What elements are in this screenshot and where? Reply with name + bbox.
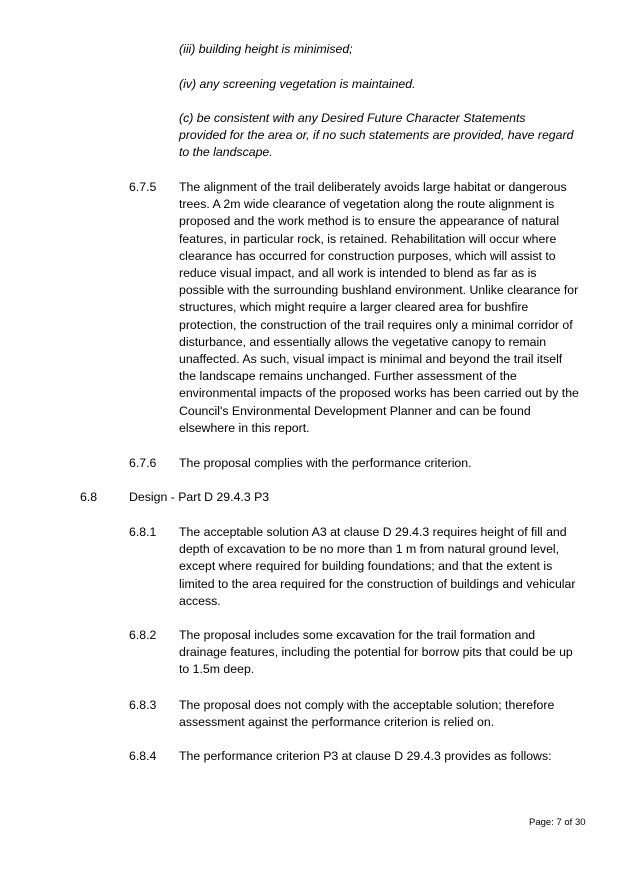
text-line: proposed and the work method is to ensure the appearance of natural xyxy=(179,214,560,229)
text-line: to 1.5m deep. xyxy=(179,662,255,677)
text-line: environmental impacts of the proposed works has been carried out by the xyxy=(179,386,579,401)
text-line: trees. A 2m wide clearance of vegetation along the route alignment is xyxy=(179,197,555,212)
paragraph-6-8-3 xyxy=(179,697,554,731)
text-line: depth of excavation to be no more than 1 m from natural ground level, xyxy=(179,542,560,557)
quoted-item-c xyxy=(179,110,573,162)
text-line: The proposal includes some excavation for the trail formation and xyxy=(179,628,536,642)
text-line: access. xyxy=(179,593,221,608)
text-line: structures, which might require a larger cleared area for bushfire xyxy=(179,300,529,315)
text-line: The proposal does not comply with the acceptable solution; therefore xyxy=(179,698,555,712)
paragraph-6-8-1 xyxy=(179,524,575,610)
paragraph-6-7-6 xyxy=(179,455,472,472)
text-line: Council's Environmental Development Planner and can be found xyxy=(179,403,531,418)
section-heading-6-8: Design - Part D 29.4.3 P3 xyxy=(129,490,270,504)
text-line: elsewhere in this report. xyxy=(179,420,310,435)
paragraph-number-6-7-5: 6.7.5 xyxy=(129,180,157,194)
text-line: disturbance, and essentially allows the vegetative canopy to remain xyxy=(179,334,547,349)
text-line: assessment against the performance criterion is relied on. xyxy=(179,715,495,730)
text-line: reduce visual impact, and all work is intended to blend as far as is xyxy=(179,266,537,281)
text-line: The proposal complies with the performance criterion. xyxy=(179,456,472,470)
text-line: to the landscape. xyxy=(179,145,273,160)
text-line: The acceptable solution A3 at clause D 29.4.3 requires height of fill and xyxy=(179,525,567,539)
text-line: (c) be consistent with any Desired Future Character Statements xyxy=(179,111,526,125)
text-line: clearance has occurred for construction purposes, which will assist to xyxy=(179,248,556,263)
paragraph-number-6-7-6: 6.7.6 xyxy=(129,456,157,470)
text-line: provided for the area or, if no such statements are provided, have regard xyxy=(179,128,574,143)
section-number-6-8: 6.8 xyxy=(80,490,98,504)
text-line: the landscape remains unchanged. Further assessment of the xyxy=(179,369,517,384)
paragraph-number-6-8-4: 6.8.4 xyxy=(129,749,157,763)
quoted-item-iv: (iv) any screening vegetation is maintained. xyxy=(179,77,416,91)
paragraph-number-6-8-2: 6.8.2 xyxy=(129,628,157,642)
quoted-item-iii: (iii) building height is minimised; xyxy=(179,42,353,56)
paragraph-number-6-8-1: 6.8.1 xyxy=(129,525,157,539)
text-line: The alignment of the trail deliberately avoids large habitat or dangerous xyxy=(179,180,567,194)
page-number: Page: 7 of 30 xyxy=(529,817,586,828)
paragraph-number-6-8-3: 6.8.3 xyxy=(129,698,157,712)
text-line: The performance criterion P3 at clause D 29.4.3 provides as follows: xyxy=(179,749,552,763)
text-line: limited to the area required for the construction of buildings and vehicular xyxy=(179,576,576,591)
text-line: possible with the surrounding bushland environment. Unlike clearance for xyxy=(179,283,579,298)
text-line: drainage features, including the potential for borrow pits that could be up xyxy=(179,645,573,660)
text-line: unaffected. As such, visual impact is minimal and beyond the trail itself xyxy=(179,352,563,367)
paragraph-6-8-4 xyxy=(179,748,552,765)
paragraph-6-8-2 xyxy=(179,627,573,679)
paragraph-6-7-5 xyxy=(179,179,579,437)
text-line: protection, the construction of the trail requires only a minimal corridor of xyxy=(179,317,573,332)
text-line: except where required for building foundations; and that the extent is xyxy=(179,559,553,574)
text-line: features, in particular rock, is retained. Rehabilitation will occur where xyxy=(179,231,557,246)
